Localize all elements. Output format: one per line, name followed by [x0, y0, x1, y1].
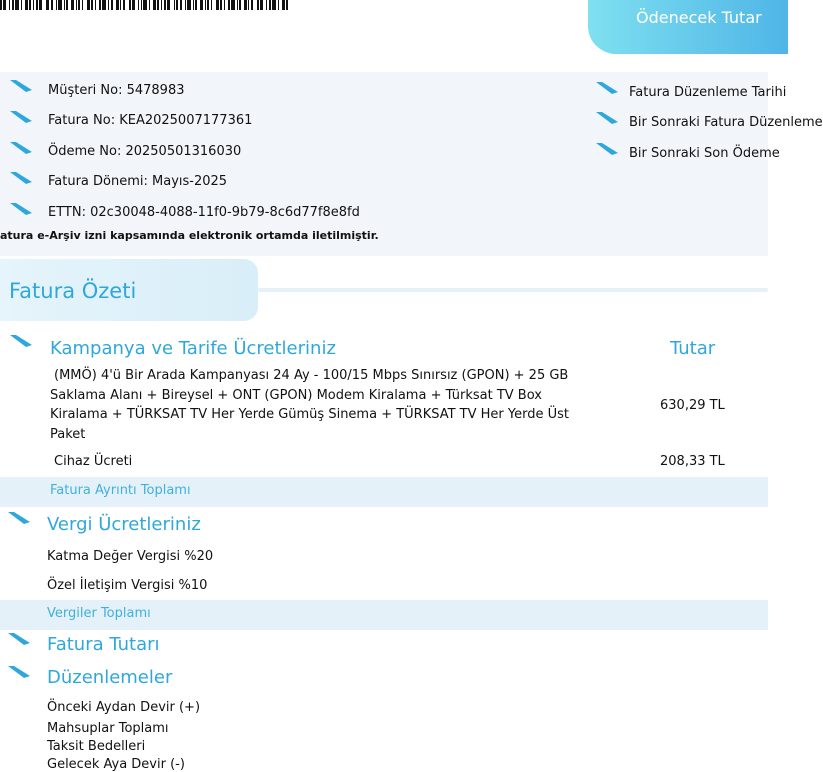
blue-slash-icon [10, 172, 32, 182]
barcode-bar [51, 0, 53, 10]
barcode-bar [46, 0, 47, 10]
barcode-bar [193, 0, 194, 10]
barcode-bar [76, 0, 77, 10]
barcode-bar [95, 0, 96, 10]
invoice-period: Fatura Dönemi: Mayıs-2025 [48, 174, 228, 189]
barcode-bar [102, 0, 106, 10]
payment-no: Ödeme No: 20250501316030 [48, 144, 242, 159]
barcode-bar [141, 0, 143, 10]
blue-slash-icon [8, 633, 30, 643]
barcode-bar [164, 0, 166, 10]
barcode-bar [260, 0, 263, 10]
barcode-bar [58, 0, 62, 10]
barcode-bar [12, 0, 14, 10]
barcode-bar [47, 0, 49, 10]
campaign-total-band [0, 477, 768, 507]
installment-fees: Taksit Bedelleri [47, 739, 146, 754]
barcode-bar [138, 0, 139, 10]
invoice-issue-date-label: Fatura Düzenleme Tarihi [629, 85, 787, 100]
barcode-bar [272, 0, 276, 10]
barcode [0, 0, 290, 10]
package-amount: 630,29 TL [660, 398, 725, 413]
vat-label: Katma Değer Vergisi %20 [47, 549, 214, 564]
blue-slash-icon [10, 111, 32, 121]
barcode-bar [66, 0, 68, 10]
barcode-bar [257, 0, 259, 10]
barcode-bar [25, 0, 28, 10]
barcode-bar [3, 0, 6, 10]
barcode-bar [36, 0, 38, 10]
next-due-date-label: Bir Sonraki Son Ödeme [629, 146, 780, 161]
customer-no: Müşteri No: 5478983 [48, 83, 185, 98]
package-line: Kiralama + TÜRKSAT TV Her Yerde Gümüş Sinema + TÜRKSAT TV Her Yerde Üst [50, 407, 569, 422]
package-line: Saklama Alanı + Bireysel + ONT (GPON) Modem Kiralama + Türksat TV Box [50, 388, 542, 403]
next-month-carry: Gelecek Aya Devir (-) [47, 757, 185, 772]
barcode-bar [56, 0, 57, 10]
barcode-bar [180, 0, 182, 10]
barcode-bar [248, 0, 249, 10]
blue-slash-icon [8, 512, 30, 522]
barcode-bar [207, 0, 209, 10]
barcode-bar [120, 0, 121, 10]
barcode-bar [153, 0, 156, 10]
blue-slash-icon [596, 82, 618, 92]
section-divider [258, 288, 768, 292]
barcode-bar [82, 0, 83, 10]
barcode-bar [187, 0, 191, 10]
barcode-bar [129, 0, 131, 10]
offsets-total: Mahsuplar Toplamı [47, 721, 169, 736]
barcode-bar [29, 0, 31, 10]
barcode-bar [282, 0, 285, 10]
payable-amount-tab [588, 0, 788, 54]
blue-slash-icon [596, 143, 618, 153]
barcode-bar [161, 0, 162, 10]
device-fee-amount: 208,33 TL [660, 454, 725, 469]
barcode-bar [228, 0, 230, 10]
barcode-bar [167, 0, 170, 10]
barcode-bar [111, 0, 113, 10]
blue-slash-icon [596, 112, 618, 122]
barcode-bar [269, 0, 271, 10]
barcode-bar [132, 0, 135, 10]
package-line: Paket [50, 427, 86, 442]
previous-month-carry: Önceki Aydan Devir (+) [47, 700, 201, 715]
barcode-bar [239, 0, 241, 10]
amount-header: Tutar [670, 338, 716, 359]
barcode-bar [64, 0, 65, 10]
adjustments-title: Düzenlemeler [47, 667, 173, 688]
tax-total-label: Vergiler Toplamı [47, 606, 151, 621]
e-archive-notice: atura e-Arşiv izni kapsamında elektronik ortamda iletilmiştir. [0, 229, 379, 242]
barcode-bar [286, 0, 288, 10]
barcode-bar [143, 0, 147, 10]
campaign-title: Kampanya ve Tarife Ücretleriniz [50, 338, 336, 359]
barcode-bar [216, 0, 219, 10]
tax-total-band [0, 600, 768, 630]
summary-section-tab [0, 259, 258, 321]
package-line: (MMÖ) 4'ü Bir Arada Kampanyası 24 Ay - 100/15 Mbps Sınırsız (GPON) + 25 GB [54, 368, 569, 383]
next-invoice-label: Bir Sonraki Fatura Düzenleme [629, 115, 823, 130]
barcode-bar [185, 0, 186, 10]
barcode-bar [174, 0, 175, 10]
blue-slash-icon [8, 666, 30, 676]
barcode-bar [231, 0, 235, 10]
barcode-bar [87, 0, 90, 10]
blue-slash-icon [10, 335, 32, 345]
barcode-bar [266, 0, 267, 10]
barcode-bar [220, 0, 222, 10]
barcode-bar [108, 0, 109, 10]
blue-slash-icon [10, 142, 32, 152]
barcode-bar [39, 0, 42, 10]
barcode-bar [91, 0, 93, 10]
blue-slash-icon [10, 203, 32, 213]
barcode-bar [99, 0, 101, 10]
device-fee-label: Cihaz Ücreti [54, 454, 133, 469]
barcode-bar [116, 0, 119, 10]
barcode-bar [9, 0, 10, 10]
payable-amount-label: Ödenecek Tutar [636, 8, 762, 27]
barcode-bar [205, 0, 206, 10]
invoice-no: Fatura No: KEA2025007177361 [48, 113, 253, 128]
barcode-bar [157, 0, 159, 10]
barcode-bar [21, 0, 22, 10]
special-comm-tax-label: Özel İletişim Vergisi %10 [47, 578, 208, 593]
barcode-bar [123, 0, 125, 10]
barcode-bar [149, 0, 150, 10]
barcode-bar [200, 0, 203, 10]
barcode-bar [224, 0, 225, 10]
barcode-bar [176, 0, 178, 10]
barcode-bar [244, 0, 247, 10]
barcode-bar [71, 0, 74, 10]
blue-slash-icon [10, 80, 32, 90]
barcode-bar [195, 0, 197, 10]
barcode-bar [278, 0, 279, 10]
barcode-bar [211, 0, 212, 10]
invoice-total-title: Fatura Tutarı [47, 634, 160, 655]
barcode-bar [251, 0, 253, 10]
barcode-bar [237, 0, 238, 10]
campaign-total-label: Fatura Ayrıntı Toplamı [50, 483, 191, 498]
barcode-bar [0, 0, 2, 10]
tax-title: Vergi Ücretleriniz [47, 514, 201, 535]
barcode-bar [78, 0, 80, 10]
barcode-bar [33, 0, 34, 10]
barcode-bar [15, 0, 19, 10]
ettn: ETTN: 02c30048-4088-11f0-9b79-8c6d77f8e8fd [48, 205, 360, 220]
summary-title: Fatura Özeti [9, 279, 137, 303]
